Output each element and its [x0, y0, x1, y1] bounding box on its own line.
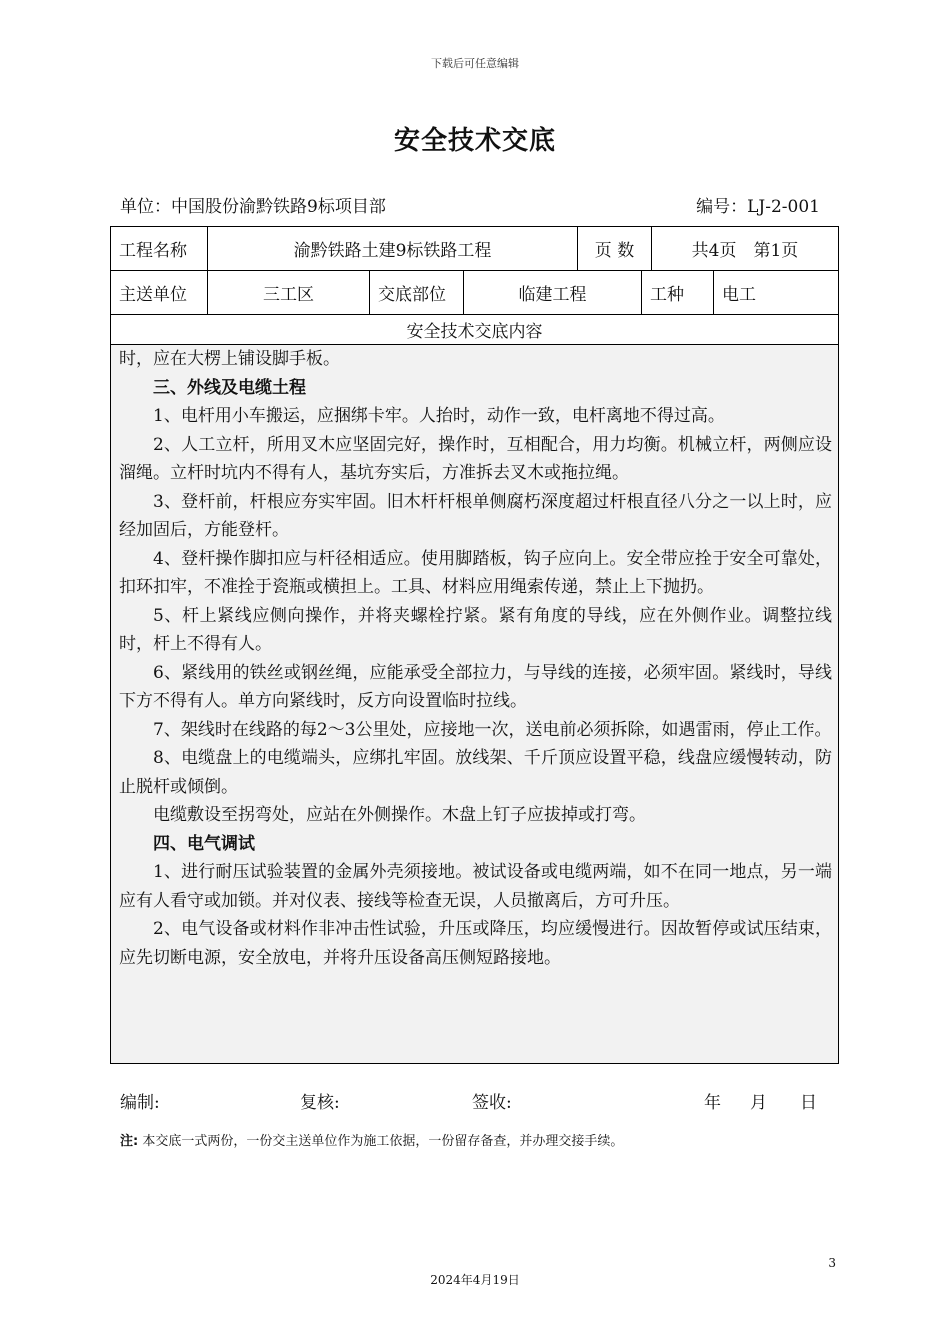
paragraph: 5、杆上紧线应侧向操作，并将夹螺栓拧紧。紧有角度的导线，应在外侧作业。调整拉线时，杆上不得有人。	[119, 605, 832, 654]
pages-label: 页 数	[577, 227, 651, 270]
table-row-content-title	[111, 315, 838, 345]
paragraph: 6、紧线用的铁丝或钢丝绳，应能承受全部拉力，与导线的连接，必须牢固。紧线时，导线下方不得有人。单方向紧线时，反方向设置临时拉线。	[119, 662, 832, 711]
project-name-value: 渝黔铁路土建9标铁路工程	[207, 227, 577, 270]
table-row-project	[111, 227, 838, 271]
review-label: 复核:	[300, 1093, 340, 1113]
sender-value: 三工区	[207, 271, 369, 314]
paragraph: 4、登杆操作脚扣应与杆径相适应。使用脚踏板，钩子应向上。安全带应拴于安全可靠处，扣环扣牢，不准拴于瓷瓶或横担上。工具、材料应用绳索传递，禁止上下抛扔。	[119, 548, 832, 597]
section-heading: 三、外线及电缆土程	[153, 377, 306, 398]
footnote-text: 本交底一式两份，一份交主送单位作为施工依据，一份留存备查，并办理交接手续。	[142, 1134, 624, 1149]
section-heading: 四、电气调试	[153, 833, 255, 854]
page-number: 3	[828, 1256, 836, 1270]
month-label: 月	[750, 1093, 767, 1113]
footnote	[120, 1130, 623, 1149]
briefing-content	[111, 345, 838, 1063]
paragraph: 2、人工立杆，所用叉木应坚固完好，操作时，互相配合，用力均衡。机械立杆，两侧应设溜绳。立杆时坑内不得有人，基坑夯实后，方准拆去叉木或拖拉绳。	[119, 434, 832, 483]
paragraph: 8、电缆盘上的电缆端头，应绑扎牢固。放线架、千斤顶应设置平稳，线盘应缓慢转动，防止脱杆或倾倒。	[119, 748, 832, 797]
footer-date: 2024年4月19日	[430, 1273, 520, 1287]
content-title: 安全技术交底内容	[406, 322, 543, 342]
receive-label: 签收:	[472, 1093, 512, 1113]
footnote-label: 注:	[120, 1134, 139, 1149]
paragraph: 7、架线时在线路的每2～3公里处，应接地一次，送电前必须拆除，如遇雷雨，停止工作。	[153, 719, 832, 740]
document-title: 安全技术交底	[393, 126, 556, 156]
code-label: 编号：LJ-2-001	[696, 197, 820, 217]
paragraph: 3、登杆前，杆根应夯实牢固。旧木杆杆根单侧腐朽深度超过杆根直径八分之一以上时，应经加固后，方能登杆。	[119, 491, 832, 540]
paragraph: 1、电杆用小车搬运，应捆绑卡牢。人抬时，动作一致，电杆离地不得过高。	[153, 406, 725, 426]
paragraph: 电缆敷设至拐弯处，应站在外侧操作。木盘上钉子应拔掉或打弯。	[153, 805, 646, 825]
compile-label: 编制:	[120, 1093, 160, 1113]
pages-value: 共4页 第1页	[651, 227, 838, 270]
briefing-table	[110, 226, 839, 1064]
part-value: 临建工程	[463, 271, 641, 314]
header-note: 下载后可任意编辑	[431, 57, 519, 70]
day-label: 日	[800, 1093, 817, 1113]
paragraph: 2、电气设备或材料作非冲击性试验，升压或降压，均应缓慢进行。因故暂停或试压结束，应先切断电源，安全放电，并将升压设备高压侧短路接地。	[119, 919, 832, 968]
part-label: 交底部位	[369, 271, 463, 314]
project-name-label: 工程名称	[119, 241, 187, 261]
sender-label: 主送单位	[119, 285, 187, 305]
year-label: 年	[704, 1093, 721, 1113]
paragraph: 1、进行耐压试验装置的金属外壳须接地。被试设备或电缆两端，如不在同一地点，另一端应有人看守或加锁。并对仪表、接线等检查无误，人员撤离后，方可升压。	[119, 862, 832, 911]
table-row-sender	[111, 271, 838, 315]
trade-value: 电工	[713, 271, 838, 314]
paragraph: 时，应在大楞上铺设脚手板。	[119, 349, 340, 369]
unit-label: 单位：中国股份渝黔铁路9标项目部	[120, 197, 386, 217]
trade-label: 工种	[641, 271, 713, 314]
